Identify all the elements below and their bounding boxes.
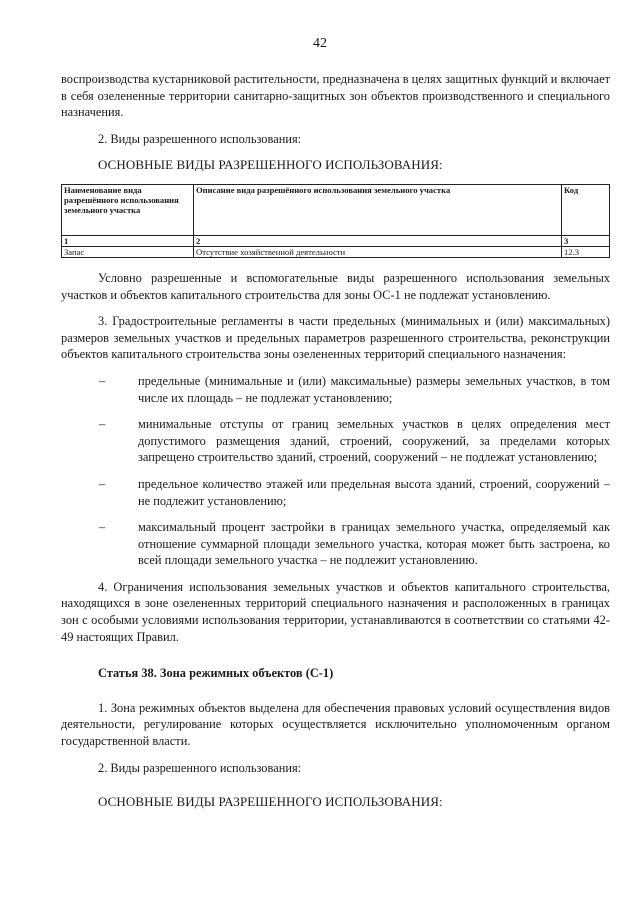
table-cell-name: Запас <box>62 246 194 257</box>
dash-bullet: – <box>99 373 106 388</box>
page-content <box>61 71 610 811</box>
dash-bullet: – <box>99 520 106 535</box>
list-item <box>61 373 610 406</box>
article-item-1: 1. Зона режимных объектов выделена для обеспечения правовых условий осуществления видов деятельности, регулирование которых осуществляется исключительно уполномоченным органом государственной власти. <box>61 700 610 749</box>
dash-bullet: – <box>99 476 106 491</box>
table-cell-code: 12.3 <box>562 246 610 257</box>
table-cell-description: Отсутствие хозяйственной деятельности <box>194 246 562 257</box>
item-2-label: 2. Виды разрешенного использования: <box>98 131 302 146</box>
table-header-description: Описание вида разрешённого использования земельного участка <box>194 184 562 235</box>
article-basic-types-heading: ОСНОВНЫЕ ВИДЫ РАЗРЕШЕННОГО ИСПОЛЬЗОВАНИЯ: <box>98 794 443 810</box>
page-number: 42 <box>313 36 327 51</box>
paragraph-conditional: Условно разрешенные и вспомогательные виды разрешенного использования земельных участков и объектов капитального строительства для зоны ОС-1 не подлежат установлению. <box>61 270 610 302</box>
list-item <box>61 519 610 569</box>
list-item <box>61 416 610 466</box>
paragraph-intro: воспроизводства кустарниковой растительности, предназначена в целях защитных функций и включает в себя озелененные территории санитарно-защитных зон объектов производственного и специального назначения. <box>61 72 610 120</box>
article-item-2: 2. Виды разрешенного использования: <box>98 760 302 775</box>
table-row <box>62 246 610 257</box>
table-header-name: Наименование вида разрешённого использования земельного участка <box>62 184 194 235</box>
table-index-row <box>62 235 610 246</box>
table-index-cell: 2 <box>194 235 562 246</box>
land-use-table <box>61 184 610 258</box>
list-item-text: максимальный процент застройки в границах земельного участка, определяемый как отношение суммарной площади земельного участка, которая может быть застроена, ко всей площади земельного участка – не подлежит установлению. <box>138 520 610 568</box>
dash-bullet: – <box>99 417 106 432</box>
table-index-cell: 3 <box>562 235 610 246</box>
article-heading: Статья 38. Зона режимных объектов (С-1) <box>98 666 334 681</box>
table-header-code: Код <box>562 184 610 235</box>
item-4: 4. Ограничения использования земельных участков и объектов капитального строительства, находящихся в зоне озелененных территорий специального назначения и расположенных в границах зон с особыми условиями использования территории, устанавливаются в соответствии со статьями 42-49 настоящих Правил. <box>61 579 610 644</box>
list-item <box>61 476 610 509</box>
item-3: 3. Градостроительные регламенты в части предельных (минимальных и (или) максимальных) размеров земельных участков и предельных параметров разрешенного строительства, реконструкции объектов капитального строительства зоны озелененных территорий специального назначения: <box>61 314 610 362</box>
table-header-row <box>62 184 610 235</box>
list-item-text: предельное количество этажей или предельная высота зданий, строений, сооружений – не подлежит установлению; <box>138 476 610 508</box>
list-item-text: минимальные отступы от границ земельных участков в целях определения мест допустимого размещения зданий, строений, сооружений, за пределами которых запрещено строительство зданий, строений, сооружений – не подлежат установлению; <box>138 417 610 465</box>
table-index-cell: 1 <box>62 235 194 246</box>
list-item-text: предельные (минимальные и (или) максимальные) размеры земельных участков, в том числе их площадь – не подлежат установлению; <box>138 373 610 405</box>
basic-types-heading: ОСНОВНЫЕ ВИДЫ РАЗРЕШЕННОГО ИСПОЛЬЗОВАНИЯ: <box>98 157 443 173</box>
